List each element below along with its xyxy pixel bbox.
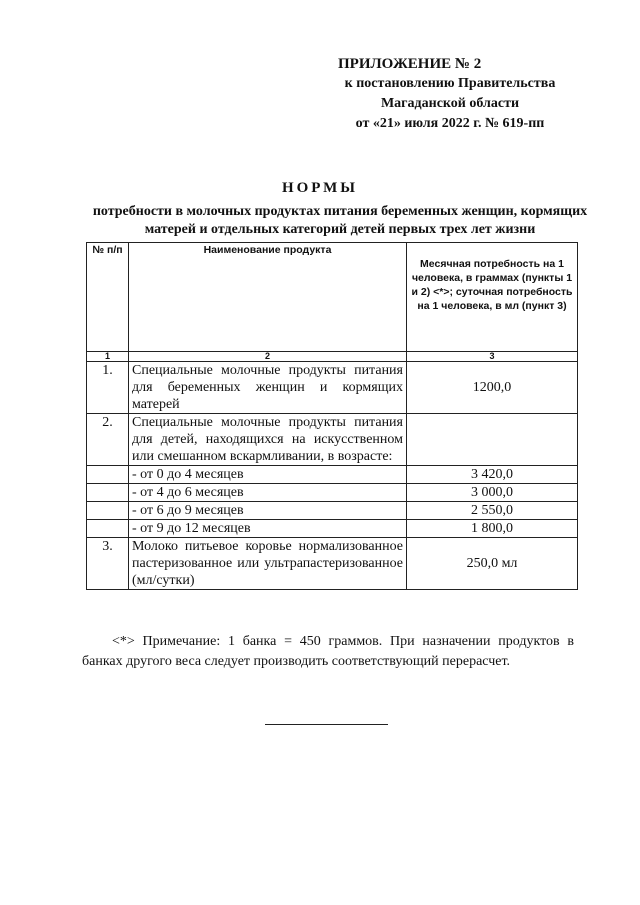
row-name: - от 0 до 4 месяцев <box>129 466 407 484</box>
table-row <box>87 362 578 414</box>
row-name: - от 9 до 12 месяцев <box>129 520 407 538</box>
row-value: 2 550,0 <box>407 502 578 520</box>
row-num <box>87 484 129 502</box>
table-row <box>87 520 578 538</box>
column-number: 1 <box>87 352 129 362</box>
row-value <box>407 414 578 466</box>
column-number: 3 <box>407 352 578 362</box>
row-value: 1 800,0 <box>407 520 578 538</box>
table-header-row <box>87 243 578 352</box>
norms-title: НОРМЫ <box>281 180 359 196</box>
row-num <box>87 520 129 538</box>
row-num: 3. <box>87 538 129 590</box>
appendix-line-3: от «21» июля 2022 г. № 619-пп <box>355 116 545 131</box>
appendix-line-1: к постановлению Правительства <box>344 76 556 91</box>
row-name: Специальные молочные продукты питания для беременных женщин и кормящих матерей <box>129 362 407 414</box>
row-value: 3 420,0 <box>407 466 578 484</box>
row-name: - от 4 до 6 месяцев <box>129 484 407 502</box>
norms-table <box>86 242 578 590</box>
table-row <box>87 414 578 466</box>
row-num: 1. <box>87 362 129 414</box>
header-name: Наименование продукта <box>129 243 407 352</box>
row-value: 250,0 мл <box>407 538 578 590</box>
row-value: 3 000,0 <box>407 484 578 502</box>
table-row <box>87 466 578 484</box>
norms-subtitle: потребности в молочных продуктах питания беременных женщин, кормящих матерей и отдельных категорий детей первых трех лет жизни <box>92 204 588 237</box>
appendix-line-2: Магаданской области <box>380 96 520 111</box>
table-row <box>87 538 578 590</box>
row-num <box>87 466 129 484</box>
appendix-title: ПРИЛОЖЕНИЕ № 2 <box>338 56 482 72</box>
column-number: 2 <box>129 352 407 362</box>
header-num: № п/п <box>87 243 129 352</box>
table-row <box>87 484 578 502</box>
separator-line <box>265 724 388 725</box>
row-name: Молоко питьевое коровье нормализованное пастеризованное или ультрапастеризованное (мл/сутки) <box>129 538 407 590</box>
row-num: 2. <box>87 414 129 466</box>
row-value: 1200,0 <box>407 362 578 414</box>
appendix-block <box>300 54 600 134</box>
row-name: Специальные молочные продукты питания для детей, находящихся на искусственном или смешанном вскармливании, в возрасте: <box>129 414 407 466</box>
row-num <box>87 502 129 520</box>
table-row <box>87 502 578 520</box>
row-name: - от 6 до 9 месяцев <box>129 502 407 520</box>
footnote: <*> Примечание: 1 банка = 450 граммов. При назначении продуктов в банках другого веса следует производить соответствующий перерасчет. <box>82 634 574 669</box>
header-need: Месячная потребность на 1 человека, в граммах (пункты 1 и 2) <*>; суточная потребность на 1 человека, в мл (пункт 3) <box>407 243 578 352</box>
column-numbers-row <box>87 352 578 362</box>
